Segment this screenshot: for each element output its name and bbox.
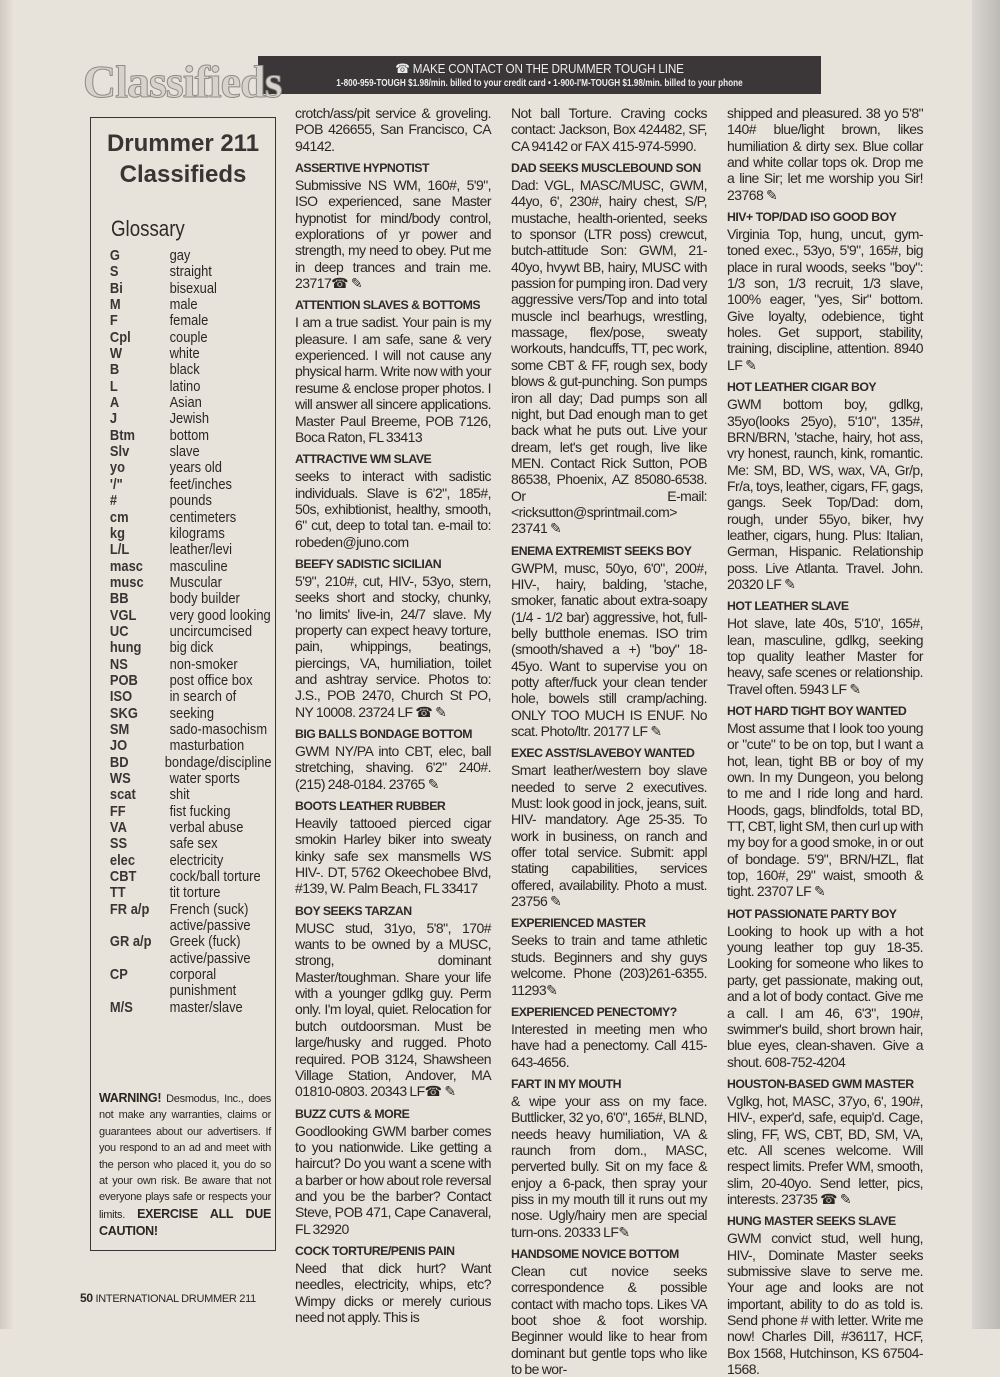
glossary-definition: latino	[169, 377, 201, 395]
glossary-term: kg	[109, 524, 125, 542]
ad-body: GWM bottom boy, gdlkg, 35yo(looks 25yo), 5'10", 135#, BRN/BRN, 'stache, hairy, hot ass, vry honest, raunch, kink, romantic. Me: SM, BD, WS, wax, VA, Gr/p, Fr/a, toys, leather, cigars, FF, gags, gangs. Seek Top/Dad: dom, rough, under 55yo, biker, hvy leather, cigars, hung. Plus: Italian, German, Hispanic. Relationship poss. Live Atlanta. Travel. John. 20320 LF ✎	[727, 396, 923, 592]
glossary-entry	[91, 755, 272, 771]
glossary-term: SS	[109, 835, 128, 853]
glossary-entry	[91, 591, 272, 607]
ad-body: Looking to hook up with a hot young leather top guy 18-35. Looking for someone who likes to party, get passionate, making out, and a lot of body contact. Give me a call. I am 46, 6'3", 190#, swimmer's build, short brown hair, blue eyes, clean-shaven. Give a shout. 608-752-4204	[727, 922, 923, 1070]
ad-body: Seeks to train and tame athletic studs. Beginners and shy guys welcome. Phone (203)261-6355. 11293✎	[511, 932, 707, 998]
glossary-term: A	[109, 394, 120, 412]
glossary-entry	[91, 1000, 272, 1016]
glossary-term: #	[109, 492, 118, 510]
glossary-box	[90, 117, 276, 1251]
glossary-definition: straight	[169, 263, 212, 281]
glossary-entry	[91, 346, 272, 362]
glossary-entry	[91, 477, 272, 493]
glossary-entry	[91, 379, 272, 395]
glossary-definition: in search of	[169, 688, 237, 706]
ad-title: BEEFY SADISTIC SICILIAN	[295, 556, 442, 571]
glossary-entry	[91, 869, 272, 885]
glossary-title: Glossary	[111, 216, 185, 241]
classified-ad	[727, 704, 923, 900]
next-page-edge	[972, 0, 1000, 1329]
classified-ad	[295, 904, 491, 1100]
ad-title: FART IN MY MOUTH	[511, 1076, 621, 1091]
ad-title: BOOTS LEATHER RUBBER	[295, 799, 446, 814]
glossary-term: Btm	[109, 426, 136, 444]
ad-title: ASSERTIVE HYPNOTIST	[295, 161, 429, 176]
ad-title: EXPERIENCED PENECTOMY?	[511, 1004, 677, 1019]
glossary-definition: years old	[169, 459, 222, 477]
ad-title: HUNG MASTER SEEKS SLAVE	[727, 1214, 896, 1229]
glossary-definition: gay	[169, 247, 191, 264]
warning-caution: EXERCISE ALL DUE CAUTION!	[99, 1206, 271, 1239]
glossary-entry	[91, 248, 272, 264]
glossary-definition: leather/levi	[169, 541, 232, 559]
ad-body: 5'9", 210#, cut, HIV-, 53yo, stern, seeks short and stocky, chunky, 'no limits' live-in, 24/7 slave. My property can expect heavy torture, pain, whippings, beatings, piercings, VA, humiliation, toilet and ashtray service. Photos to: J.S., POB 2470, Church St PO, NY 10008. 23724 LF ☎ ✎	[295, 572, 491, 720]
classified-ad	[511, 916, 707, 997]
ad-title: HOT LEATHER CIGAR BOY	[727, 380, 877, 395]
glossary-term: JO	[109, 737, 128, 755]
classified-ad	[727, 1214, 923, 1377]
glossary-entry	[91, 902, 272, 935]
glossary-entry	[91, 411, 272, 427]
ad-body: Hot slave, late 40s, 5'10', 165#, lean, masculine, gdlkg, seeking top quality leather Master for heavy, safe scenes or relationship. Travel often. 5943 LF ✎	[727, 615, 923, 697]
ad-body: Heavily tattooed pierced cigar smokin Harley biker into sweaty kinky safe sex mansmells WS HIV-. DT, 5762 Okeechobee Blvd, #139, W. Palm Beach, FL 33417	[295, 815, 491, 897]
glossary-term: B	[109, 361, 120, 379]
glossary-entry	[91, 608, 272, 624]
ad-title: HOUSTON-BASED GWM MASTER	[727, 1076, 914, 1091]
glossary-term: J	[109, 410, 118, 428]
glossary-entry	[91, 787, 272, 803]
ad-body: GWPM, musc, 50yo, 6'0", 200#, HIV-, hairy, balding, 'stache, smoker, fanatic about extra-soapy (1/4 - 1/2 bar) aggressive, hot, full-belly butthole enemas. ISO trim (smooth/shaved a +) "boy" 18-45yo. Want to supervise you on potty after/fuck your clean tender hole, bowels still cramp/aching. ONLY TOO MUCH IS ENUF. No scat. Photo/ltr. 20177 LF ✎	[511, 559, 707, 740]
ad-body: seeks to interact with sadistic individuals. Slave is 6'2", 185#, 50s, exhibtionist, healthy, smooth, 6" cut, deep to total tan. e-mail to: robeden@juno.com	[295, 468, 491, 550]
classified-ad	[727, 907, 923, 1070]
ad-body: Dad: VGL, MASC/MUSC, GWM, 44yo, 6', 230#, hairy chest, S/P, mustache, health-oriented, seeks to sponsor (LTR poss) crewcut, butch-attitude Son: GWM, 21-40yo, hvywt BB, hairy, MUSC with passion for pumping iron. Dad very aggressive vers/Top and into total muscle incl bearhugs, wrestling, massage, flex/pose, sweaty workouts, handcuffs, TT, pec work, some CBT & FF, rough sex, body blows & gut-punching. Son pumps iron all day; Dad pumps son all night, but Dad enough man to get back what he puts out. Live your dream, let's get rough, live like MEN. Contact Rick Sutton, POB 86538, Phoenix, AZ 85080-6538. Or E-mail: <ricksutton@sprintmail.com> 23741 ✎	[511, 177, 707, 537]
glossary-definition: black	[169, 361, 200, 379]
ads-column-3	[727, 105, 923, 1377]
glossary-term: cm	[109, 508, 129, 526]
glossary-definition: uncircumcised	[169, 622, 253, 640]
glossary-definition: feet/inches	[169, 475, 232, 493]
glossary-entry	[91, 967, 272, 1000]
classified-ad	[295, 161, 491, 291]
classified-ad	[727, 380, 923, 592]
tough-line-banner	[258, 56, 821, 94]
glossary-entry	[91, 526, 272, 542]
ad-title: BUZZ CUTS & MORE	[295, 1106, 410, 1121]
classified-ad	[511, 1247, 707, 1377]
ad-title: BIG BALLS BONDAGE BOTTOM	[295, 727, 473, 741]
ad-body: GWM NY/PA into CBT, elec, ball stretching, shaving. 6'2" 240#. (215) 248-0184. 23765 ✎	[295, 743, 491, 792]
glossary-definition: seeking	[169, 704, 215, 722]
ad-title: DAD SEEKS MUSCLEBOUND SON	[511, 161, 701, 176]
glossary-definition: bisexual	[169, 279, 217, 297]
classified-ad	[295, 727, 491, 792]
glossary-entry	[91, 853, 272, 869]
glossary-entry	[91, 722, 272, 738]
glossary-definition: verbal abuse	[169, 819, 244, 837]
glossary-definition: bondage/discipline	[164, 753, 272, 771]
classified-ad	[295, 799, 491, 897]
glossary-definition: sado-masochism	[169, 720, 268, 738]
section-title: Classifieds	[83, 56, 282, 107]
glossary-term: S	[109, 263, 119, 281]
glossary-entry	[91, 657, 272, 673]
glossary-entry	[91, 640, 272, 656]
glossary-entry	[91, 575, 272, 591]
ad-title: ENEMA EXTREMIST SEEKS BOY	[511, 543, 692, 558]
glossary-entry	[91, 559, 272, 575]
glossary-entry	[91, 706, 272, 722]
glossary-definition: fist fucking	[169, 802, 231, 820]
banner-headline: ☎ MAKE CONTACT ON THE DRUMMER TOUGH LINE	[395, 61, 684, 76]
glossary-definition: centimeters	[169, 508, 237, 526]
ad-body: Most assume that I look too young or "cute" to be on top, but I want a hot, lean, tight BB or boy of my own. In my Dungeon, you belong to me and I ride long and hard. Hoods, gags, blindfolds, total BD, TT, CBT, light SM, then curl up with my boy for a good smoke, in or out of bondage. 5'9", BRN/HZL, flat top, 160#, 29" waist, smooth & tight. 23707 LF ✎	[727, 720, 923, 900]
ad-body: Interested in meeting men who have had a penectomy. Call 415-643-4656.	[511, 1020, 707, 1070]
ad-body: Smart leather/western boy slave needed to serve 2 executives. Must: look good in jock, jeans, suit. HIV- mandatory. Age 25-35. To work in business, on ranch and offer total service. Submit: appl stating capabilities, services offered, availability. Photo a must. 23756 ✎	[511, 762, 707, 910]
glossary-entry	[91, 428, 272, 444]
page-footer	[80, 1291, 256, 1305]
classified-ad	[727, 599, 923, 697]
glossary-term: CP	[109, 966, 128, 984]
ad-title: HOT HARD TIGHT BOY WANTED	[727, 704, 907, 718]
glossary-entry	[91, 738, 272, 754]
glossary-definition: body builder	[169, 590, 240, 608]
ad-title: HIV+ TOP/DAD ISO GOOD BOY	[727, 210, 897, 225]
glossary-definition: slave	[169, 443, 200, 461]
glossary-term: M/S	[109, 998, 133, 1016]
glossary-entry	[91, 885, 272, 901]
ad-title: HOT LEATHER SLAVE	[727, 599, 849, 614]
warning-text: Desmodus, Inc., does not make any warranties, claims or guarantees about our advertisers. If you respond to an ad and meet with the person who placed it, you do so at your own risk. Be aware that not everyone plays safe or respects your limits.	[99, 1093, 271, 1221]
glossary-definition: corporal punishment	[169, 966, 237, 1000]
glossary-term: TT	[109, 884, 126, 902]
ad-body: GWM convict stud, well hung, HIV-, Dominate Master seeks submissive slave to serve me. Your age and looks are not important, ability to do as told is. Send phone # with letter. Write me now! Charles Dill, #36117, HCF, Box 1568, Hutchinson, KS 67504-1568.	[727, 1230, 923, 1377]
glossary-term: F	[109, 312, 118, 330]
box-title	[91, 128, 275, 190]
glossary-term: CBT	[109, 868, 137, 886]
page-number: 50	[80, 1291, 93, 1305]
glossary-term: elec	[109, 851, 136, 869]
glossary-entry	[91, 510, 272, 526]
classified-ad	[295, 452, 491, 550]
glossary-term: FR a/p	[109, 900, 150, 918]
glossary-term: UC	[109, 622, 129, 640]
glossary-definition: cock/ball torture	[169, 868, 261, 886]
glossary-term: Bi	[109, 279, 123, 297]
ad-title: EXEC ASST/SLAVEBOY WANTED	[511, 746, 695, 761]
glossary-entry	[91, 771, 272, 787]
classified-ad	[511, 746, 707, 909]
ads-column-2	[511, 105, 707, 1377]
box-title-line2: Classifieds	[119, 161, 247, 188]
ad-title: COCK TORTURE/PENIS PAIN	[295, 1243, 455, 1258]
glossary-term: L	[109, 377, 118, 395]
glossary-definition: kilograms	[169, 524, 225, 542]
glossary-definition: pounds	[169, 492, 212, 510]
ad-title: HANDSOME NOVICE BOTTOM	[511, 1246, 679, 1261]
glossary-entry	[91, 395, 272, 411]
glossary-definition: big dick	[169, 639, 214, 657]
ad-body: & wipe your ass on my face. Buttlicker, 32 yo, 6'0", 165#, BLND, needs heavy humiliation, VA & raunch from dom., MASC, perverted bully. Sit on my face & enjoy a 6-pack, then spray your piss in my mouth till it runs out my nose. Ugly/hairy men are special turn-ons. 20333 LF✎	[511, 1092, 707, 1240]
glossary-term: VA	[109, 819, 127, 837]
glossary-term: VGL	[109, 606, 137, 624]
glossary-entry	[91, 281, 272, 297]
ad-title: HOT PASSIONATE PARTY BOY	[727, 906, 897, 921]
glossary-term: hung	[109, 639, 142, 657]
ad-title: ATTENTION SLAVES & BOTTOMS	[295, 298, 481, 313]
glossary-term: POB	[109, 671, 138, 689]
classified-ad	[727, 1077, 923, 1207]
glossary-term: G	[109, 247, 120, 264]
glossary-entry	[91, 444, 272, 460]
classified-ad	[295, 298, 491, 445]
ad-body: Virginia Top, hung, uncut, gym-toned exec., 53yo, 5'9", 165#, big place in rural woods, seeks "boy": 1/3 son, 1/3 recruit, 1/3 slave, 100% eager, "yes, Sir" bottom. Give loyalty, odebience, tight holes. Get support, stability, training, discipline, attention. 8940 LF ✎	[727, 226, 923, 373]
glossary-term: Cpl	[109, 328, 131, 346]
glossary-definition: couple	[169, 328, 208, 346]
publication-name: INTERNATIONAL DRUMMER 211	[95, 1293, 256, 1305]
glossary-definition: Asian	[169, 394, 202, 412]
glossary-definition: Muscular	[169, 573, 222, 591]
ad-title: ATTRACTIVE WM SLAVE	[295, 452, 432, 467]
glossary-entry	[91, 836, 272, 852]
glossary-list	[91, 248, 275, 1016]
glossary-definition: shit	[169, 786, 190, 804]
glossary-entry	[91, 804, 272, 820]
glossary-entry	[91, 673, 272, 689]
glossary-entry	[91, 297, 272, 313]
classified-ad	[727, 210, 923, 373]
glossary-definition: white	[169, 345, 200, 363]
ad-body: MUSC stud, 31yo, 5'8", 170# wants to be owned by a MUSC, strong, dominant Master/toughman. Share your life with a younger gdlkg guy. Perm only. I'm loyal, quiet. Relocation for butch outdoorsman. Must be large/husky and rugged. Photo required. POB 3124, Shawsheen Village Station, Andover, MA 01810-0803. 20343 LF☎ ✎	[295, 919, 491, 1100]
classified-ad	[511, 544, 707, 740]
ad-continuation: crotch/ass/pit service & groveling. POB 426655, San Francisco, CA 94142.	[295, 105, 491, 154]
glossary-term: yo	[109, 459, 125, 477]
glossary-entry	[91, 689, 272, 705]
glossary-term: M	[109, 296, 121, 314]
warning-notice	[91, 1090, 277, 1241]
glossary-definition: bottom	[169, 426, 210, 444]
glossary-entry	[91, 460, 272, 476]
glossary-entry	[91, 264, 272, 280]
glossary-term: Slv	[109, 443, 130, 461]
glossary-term: musc	[109, 573, 144, 591]
glossary-definition: tit torture	[169, 884, 221, 902]
glossary-entry	[91, 362, 272, 378]
ad-body: Need that dick hurt? Want needles, electricity, whips, etc? Wimpy dicks or merely curious need not apply. This is	[295, 1259, 491, 1325]
glossary-term: SKG	[109, 704, 138, 722]
ad-continuation: shipped and pleasured. 38 yo 5'8" 140# blue/light brown, likes humiliation & dirty sex. Blue collar and white collar tops ok. Drop me a line Sir; let me worship you Sir! 23768 ✎	[727, 105, 923, 203]
classified-ad	[295, 557, 491, 720]
glossary-definition: masturbation	[169, 737, 245, 755]
ad-title: EXPERIENCED MASTER	[511, 916, 646, 931]
ad-body: I am a true sadist. Your pain is my pleasure. I am safe, sane & very experienced. I will not cause any physical harm. Write now with your resume & enclose proper photos. I will answer all sincere applications. Master Paul Breeme, POB 7126, Boca Raton, FL 33413	[295, 314, 491, 445]
glossary-entry	[91, 542, 272, 558]
banner-phone-numbers: 1-800-959-TOUGH $1.98/min. billed to your credit card • 1-900-I'M-TOUGH $1.98/min. billed to your phone	[336, 78, 743, 89]
classified-ad	[511, 1005, 707, 1070]
glossary-definition: safe sex	[169, 835, 218, 853]
glossary-term: GR a/p	[109, 933, 152, 951]
glossary-definition: water sports	[169, 770, 240, 787]
glossary-term: ISO	[109, 688, 133, 706]
glossary-term: FF	[109, 802, 126, 820]
ad-body: Vglkg, hot, MASC, 37yo, 6', 190#, HIV-, exper'd, safe, equip'd. Cage, sling, FF, WS, CBT, BD, SM, VA, etc. All scenes welcome. Will respect limits. Prefer WM, smooth, slim, 20-40yo. Send letter, pics, interests. 23735 ☎ ✎	[727, 1092, 923, 1207]
glossary-entry	[91, 820, 272, 836]
classified-ad	[511, 161, 707, 537]
glossary-entry	[91, 624, 272, 640]
glossary-term: WS	[109, 770, 131, 787]
box-title-line1: Drummer 211	[106, 130, 260, 157]
glossary-entry	[91, 313, 272, 329]
glossary-term: scat	[109, 786, 136, 804]
glossary-definition: female	[169, 312, 209, 330]
glossary-term: masc	[109, 557, 143, 575]
classified-ad	[511, 1077, 707, 1240]
glossary-definition: post office box	[169, 671, 253, 689]
ad-body: Clean cut novice seeks correspondence & possible contact with macho tops. Likes VA boot shoe & foot worship. Beginner would like to hear from dominant but gentle tops who like to be wor-	[511, 1262, 707, 1377]
page-spine-shadow	[0, 0, 14, 1329]
classified-ad	[295, 1244, 491, 1325]
ad-body: Goodlooking GWM barber comes to you nationwide. Like getting a haircut? Do you want a scene with a barber or how about role reversal and you be the barber? Contact Steve, POB 471, Cape Canaveral, FL 32920	[295, 1122, 491, 1237]
glossary-definition: Greek (fuck) active/passive	[169, 933, 251, 967]
glossary-definition: non-smoker	[169, 655, 238, 673]
glossary-entry	[91, 493, 272, 509]
warning-lead: WARNING!	[99, 1091, 162, 1105]
glossary-term: W	[109, 345, 123, 363]
glossary-definition: Jewish	[169, 410, 210, 428]
glossary-definition: masculine	[169, 557, 228, 575]
glossary-definition: French (suck) active/passive	[169, 900, 251, 935]
glossary-entry	[91, 934, 272, 967]
glossary-definition: electricity	[169, 851, 224, 869]
classified-ad	[295, 1107, 491, 1237]
ad-title: BOY SEEKS TARZAN	[295, 903, 412, 918]
ad-continuation: Not ball Torture. Craving cocks contact: Jackson, Box 424482, SF, CA 94142 or FAX 415-974-5990.	[511, 105, 707, 154]
glossary-definition: master/slave	[169, 998, 243, 1016]
glossary-term: BB	[109, 590, 129, 608]
glossary-definition: very good looking	[169, 606, 271, 624]
glossary-definition: male	[169, 296, 198, 314]
ads-column-1	[295, 105, 491, 1325]
glossary-term: L/L	[109, 541, 130, 559]
glossary-entry	[91, 330, 272, 346]
glossary-term: SM	[109, 720, 130, 738]
glossary-term: '/"	[109, 475, 123, 493]
glossary-term: BD	[109, 753, 129, 771]
glossary-term: NS	[109, 655, 128, 673]
ad-body: Submissive NS WM, 160#, 5'9", ISO experienced, sane Master hypnotist for mind/body control, explorations of yr power and strength, my need to obey. Put me in deep trances and train me. 23717☎ ✎	[295, 177, 491, 292]
